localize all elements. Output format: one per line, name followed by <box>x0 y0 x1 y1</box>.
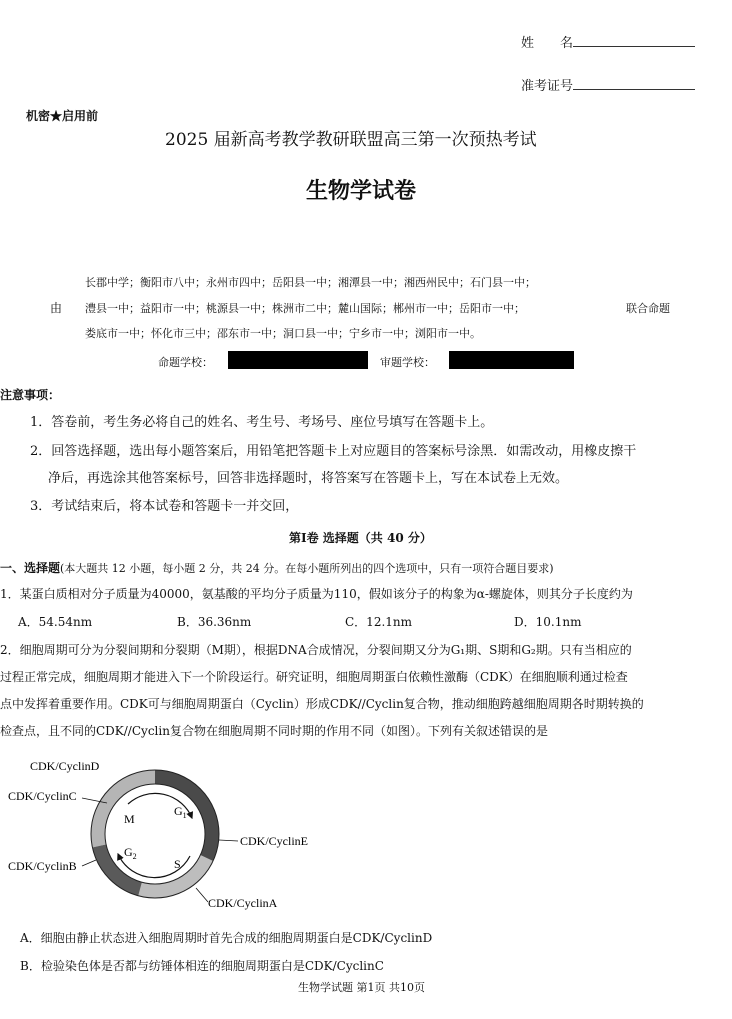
q2-line-4: 检查点，且不同的CDK//Cyclin复合物在细胞周期不同时期的作用不同（如图）。下列有关叙述错误的是 <box>0 724 548 738</box>
notes-title: 注意事项： <box>0 388 61 402</box>
q2-line-1: 2．细胞周期可分为分裂间期和分裂期（M期），根据DNA合成情况，分裂间期又分为G₁期、S期和G₂期。只有当相应的 <box>0 643 632 657</box>
q2-line-3: 点中发挥着重要作用。CDK可与细胞周期蛋白（Cyclin）形成CDK//Cyclin复合物，推动细胞跨越细胞周期各时期转换的 <box>0 697 644 711</box>
label-cyclin-c: CDK/CyclinC <box>8 789 77 803</box>
cell-cycle-diagram <box>0 756 330 916</box>
q1-option-a: A．54.54nm <box>18 615 93 629</box>
pointer-cyclin-e <box>219 840 238 841</box>
proposer-label: 命题学校： <box>158 356 213 369</box>
schools-suffix: 联合命题 <box>626 302 670 315</box>
phase-g1: $G_1$ <box>174 804 187 820</box>
part-header <box>0 557 554 576</box>
phase-s: S <box>174 857 181 871</box>
q1-option-b: B．36.36nm <box>177 615 252 629</box>
name-label: 姓 名 <box>521 36 574 51</box>
exam-id-field <box>521 75 695 94</box>
subject-title: 生物学试卷 <box>306 179 417 204</box>
schools-line-3: 娄底市一中；怀化市三中；邵东市一中；洞口县一中；宁乡市一中；浏阳市一中。 <box>85 327 481 340</box>
pointer-cyclin-b <box>82 860 96 866</box>
name-blank <box>573 32 695 47</box>
label-cyclin-d: CDK/CyclinD <box>30 759 100 773</box>
note-2-cont: 净后，再选涂其他答案标号，回答非选择题时，将答案写在答题卡上，写在本试卷上无效。 <box>48 471 569 486</box>
redacted-reviewer <box>449 351 574 369</box>
redacted-proposer <box>228 351 368 369</box>
name-field <box>521 32 695 51</box>
note-3: 3．考试结束后，将本试卷和答题卡一并交回， <box>30 499 299 514</box>
phase-m: M <box>124 812 135 826</box>
pointer-cyclin-a <box>196 888 208 902</box>
schools-line-1: 长郡中学；衡阳市八中；永州市四中；岳阳县一中；湘潭县一中；湘西州民中；石门县一中； <box>85 276 536 289</box>
schools-prefix: 由 <box>50 301 63 315</box>
exam-id-label: 准考证号 <box>521 79 574 94</box>
page-footer: 生物学试题 第1页 共10页 <box>298 981 425 994</box>
note-1: 1．答卷前，考生务必将自己的姓名、考生号、考场号、座位号填写在答题卡上。 <box>30 415 494 430</box>
note-2: 2．回答选择题，选出每小题答案后，用铅笔把答题卡上对应题目的答案标号涂黑．如需改动，用橡皮擦干 <box>30 444 637 459</box>
exam-title: 2025 届新高考教学教研联盟高三第一次预热考试 <box>165 130 537 150</box>
exam-id-blank <box>573 75 695 90</box>
q2-option-b: B．检验染色体是否都与纺锤体相连的细胞周期蛋白是CDK/CyclinC <box>20 959 384 973</box>
label-cyclin-b: CDK/CyclinB <box>8 859 77 873</box>
phase-g2: $G_2$ <box>124 845 137 861</box>
schools-line-2: 澧县一中；益阳市一中；桃源县一中；株洲市二中；麓山国际；郴州市一中；岳阳市一中； <box>85 302 525 315</box>
q1-stem: 1．某蛋白质相对分子质量为40000，氨基酸的平均分子质量为110，假如该分子的构象为α-螺旋体，则其分子长度约为 <box>0 587 633 601</box>
q2-line-2: 过程正常完成，细胞周期才能进入下一个阶段运行。研究证明，细胞周期蛋白依赖性激酶（CDK）在细胞顺利通过检查 <box>0 670 628 684</box>
part-label: 一、选择题 <box>0 561 61 575</box>
section-title: 第Ⅰ卷 选择题（共 40 分） <box>289 531 432 545</box>
part-desc: (本大题共 12 小题，每小题 2 分，共 24 分。在每小题所列出的四个选项中，只有一项符合题目要求) <box>60 562 554 575</box>
q1-option-c: C．12.1nm <box>345 615 413 629</box>
q1-option-d: D．10.1nm <box>514 615 582 629</box>
label-cyclin-a: CDK/CyclinA <box>208 896 278 910</box>
reviewer-label: 审题学校： <box>380 356 435 369</box>
q2-option-a: A．细胞由静止状态进入细胞周期时首先合成的细胞周期蛋白是CDK/CyclinD <box>20 931 433 945</box>
confidential-mark: 机密★启用前 <box>26 109 99 123</box>
label-cyclin-e: CDK/CyclinE <box>240 834 308 848</box>
